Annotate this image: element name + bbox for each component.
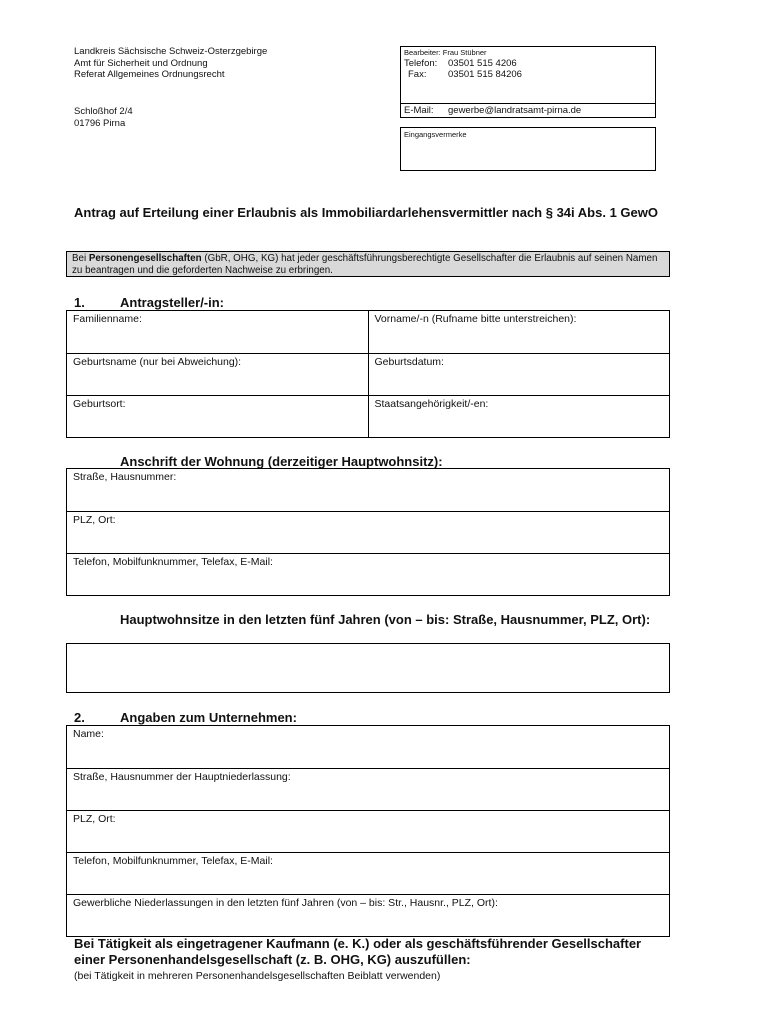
field-family-name[interactable]: Familienname: <box>73 313 142 325</box>
residence-history-box[interactable] <box>66 643 670 693</box>
phone-value: 03501 515 4206 <box>448 58 517 69</box>
applicant-table <box>66 310 670 438</box>
field-birth-date[interactable]: Geburtsdatum: <box>368 354 670 395</box>
field-birth-name[interactable]: Geburtsname (nur bei Abweichung): <box>73 356 242 368</box>
contact-email-row <box>404 105 581 116</box>
phone-label: Telefon: <box>404 58 438 69</box>
table-row <box>67 353 669 395</box>
field-company-name[interactable]: Name: <box>73 728 104 740</box>
field-contact[interactable]: Telefon, Mobilfunknummer, Telefax, E-Mail: <box>73 556 273 568</box>
field-street[interactable]: Straße, Hausnummer: <box>73 471 177 483</box>
contact-phone-row <box>404 58 517 69</box>
section-1-heading <box>74 295 224 310</box>
receipt-box[interactable] <box>400 127 656 171</box>
fax-value: 03501 515 84206 <box>448 69 522 80</box>
contact-person: Bearbeiter: Frau Stübner <box>404 48 487 57</box>
table-row <box>67 768 669 810</box>
contact-box <box>400 46 656 118</box>
section-number: 1. <box>74 295 85 310</box>
residence-history-heading: Hauptwohnsitze in den letzten fünf Jahren (von – bis: Straße, Hausnummer, PLZ, Ort): <box>120 612 651 627</box>
sender-line: Landkreis Sächsische Schweiz-Osterzgebirge <box>74 46 268 57</box>
field-nationality[interactable]: Staatsangehörigkeit/-en: <box>368 396 670 437</box>
fax-label: Fax: <box>408 69 427 80</box>
table-row <box>67 395 669 437</box>
sender-city: 01796 Pirna <box>74 117 126 129</box>
table-row <box>67 852 669 894</box>
sender-block <box>74 46 267 81</box>
receipt-label: Eingangsvermerke <box>404 130 467 139</box>
company-table <box>66 725 670 937</box>
table-row <box>67 469 669 511</box>
table-row <box>67 810 669 852</box>
sender-street: Schloßhof 2/4 <box>74 106 133 117</box>
table-row <box>67 311 669 353</box>
partnership-notice <box>66 251 670 277</box>
field-company-zip-city[interactable]: PLZ, Ort: <box>73 813 116 825</box>
form-title: Antrag auf Erteilung einer Erlaubnis als Immobiliardarlehensvermittler nach § 34i Abs. 1 GewO <box>74 205 658 220</box>
notice-prefix: Bei <box>72 253 89 264</box>
table-row <box>67 511 669 553</box>
field-branches[interactable]: Gewerbliche Niederlassungen in den letzten fünf Jahren (von – bis: Str., Hausnr., PLZ, Ort): <box>73 897 498 909</box>
table-row <box>67 553 669 595</box>
contact-divider <box>401 103 655 104</box>
notice-text: (GbR, OHG, KG) hat jeder geschäftsführungsberechtigte Gesellschafter die Erlaubnis auf seinen Namen zu beantragen und die geforderten Nachweise zu erbringen. <box>72 253 658 276</box>
field-company-contact[interactable]: Telefon, Mobilfunknummer, Telefax, E-Mail: <box>73 855 273 867</box>
table-row <box>67 894 669 936</box>
section-2-heading <box>74 710 297 725</box>
sender-address <box>74 106 133 129</box>
section-title: Angaben zum Unternehmen: <box>120 710 297 725</box>
contact-fax-row <box>404 69 522 80</box>
merchant-heading: Bei Tätigkeit als eingetragener Kaufmann (e. K.) oder als geschäftsführender Gesellschafter einer Personenhandelsgesellschaft (z. B. OHG, KG) auszufüllen: <box>74 936 642 967</box>
sender-line: Referat Allgemeines Ordnungsrecht <box>74 69 225 80</box>
notice-bold: Personengesellschaften <box>88 253 202 264</box>
email-label: E-Mail: <box>404 105 434 116</box>
merchant-note: (bei Tätigkeit in mehreren Personenhandelsgesellschaften Beiblatt verwenden) <box>74 970 441 982</box>
sender-line: Amt für Sicherheit und Ordnung <box>74 57 208 69</box>
residence-heading: Anschrift der Wohnung (derzeitiger Hauptwohnsitz): <box>120 454 443 469</box>
section-number: 2. <box>74 710 85 725</box>
email-value: gewerbe@landratsamt-pirna.de <box>448 105 582 116</box>
residence-table <box>66 468 670 596</box>
table-row <box>67 726 669 768</box>
field-first-names[interactable]: Vorname/-n (Rufname bitte unterstreichen): <box>368 311 670 353</box>
section-title: Antragsteller/-in: <box>120 295 225 310</box>
field-company-street[interactable]: Straße, Hausnummer der Hauptniederlassung: <box>73 771 291 783</box>
field-zip-city[interactable]: PLZ, Ort: <box>73 514 116 526</box>
field-birth-place[interactable]: Geburtsort: <box>73 398 126 410</box>
